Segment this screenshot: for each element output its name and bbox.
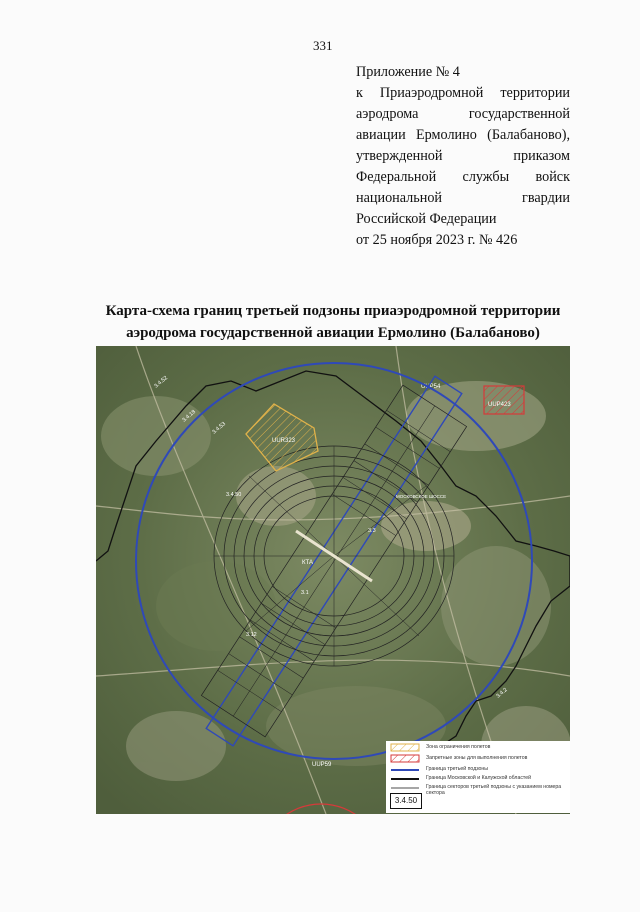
appendix-block (356, 62, 570, 251)
uup59-label: UUP59 (312, 762, 332, 768)
sector-label: 3.4.18 (181, 409, 198, 424)
map-title-line-1: Карта-схема границ третьей подзоны приаэродромной территории (105, 303, 561, 319)
appendix-line: национальной гвардии (356, 190, 570, 206)
appendix-line: к Приаэродромной территории (356, 85, 570, 101)
sector-number-example: 3.4.50 (390, 793, 422, 809)
uur323-label: UUR323 (272, 438, 296, 444)
prohibited-zone-uup423 (484, 386, 524, 414)
sector-line-symbol (390, 783, 420, 792)
legend-text: Запретные зоны для выполнения полетов (426, 755, 528, 761)
restricted-zone-symbol (390, 743, 420, 752)
map-legend (386, 741, 570, 813)
sector-label: 3.4.2 (495, 687, 509, 700)
sector-label: 3.4.52 (153, 375, 170, 390)
appendix-line: утвержденной приказом (356, 148, 570, 164)
legend-item-prohibited (386, 754, 570, 764)
legend-text: Граница секторов третьей подзоны с указанием номера сектора (426, 784, 562, 796)
region-line-symbol (390, 774, 420, 783)
sector-label: 3.4.53 (211, 421, 228, 436)
map-title-line-2: аэродрома государственной авиации Ермолино (Балабаново) (126, 325, 540, 341)
map-scheme (96, 346, 570, 814)
appendix-line: авиации Ермолино (Балабаново), (356, 127, 570, 143)
road-label: МОСКОВСКОЕ ШОССЕ (396, 494, 447, 499)
sector-label: 3.4.50 (226, 492, 242, 498)
prohibited-zone-symbol (390, 754, 420, 763)
legend-text: Зона ограничения полетов (426, 744, 491, 750)
appendix-line: Федеральной службы войск (356, 169, 570, 185)
sector-label: 3.12 (246, 632, 257, 638)
sector-label: 3.3 (368, 528, 376, 534)
appendix-line: от 25 ноября 2023 г. № 426 (356, 232, 518, 248)
subzone-line-symbol (390, 765, 420, 774)
map-title (96, 300, 570, 344)
legend-text: Граница Московской и Калужской областей (426, 775, 532, 781)
appendix-line: Приложение № 4 (356, 64, 460, 80)
page-number: 331 (313, 38, 333, 53)
legend-item-restricted (386, 743, 570, 753)
uup423-label: UUP423 (488, 402, 511, 408)
appendix-line: Российской Федерации (356, 211, 497, 227)
appendix-line: аэродрома государственной (356, 106, 570, 122)
legend-text: Граница третьей подзоны (426, 766, 489, 772)
sector-label: 3.1 (301, 590, 309, 596)
uup54-label: UUP54 (421, 384, 441, 390)
airfield-label: КТА (302, 560, 313, 566)
